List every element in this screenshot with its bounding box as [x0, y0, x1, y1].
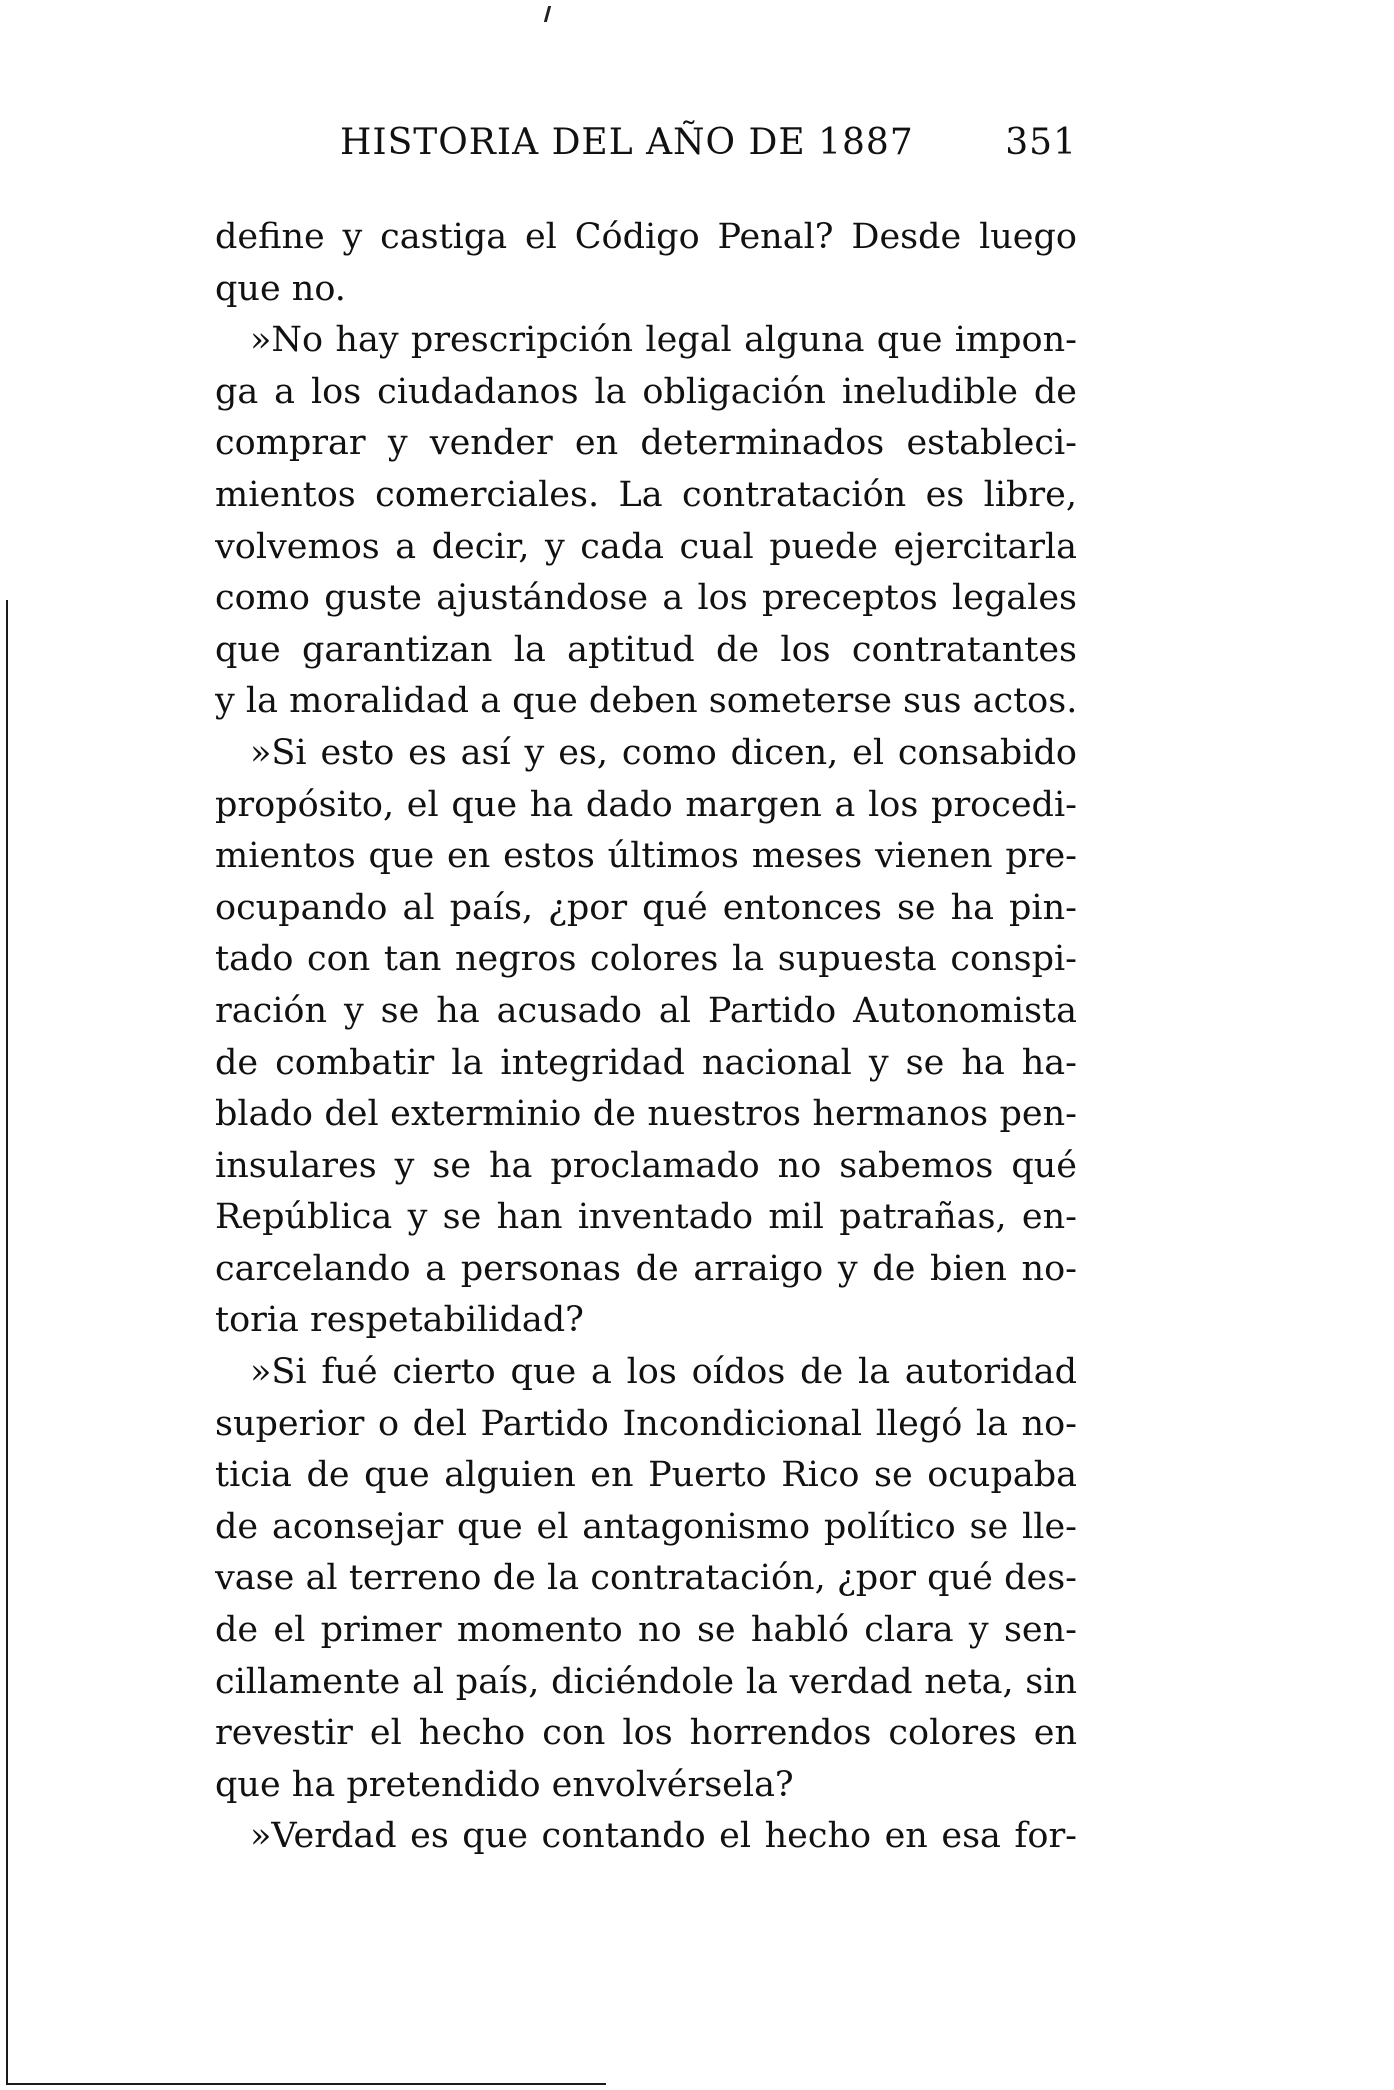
text-line: revestir el hecho con los horrendos colores en — [215, 1713, 1077, 1754]
text-line: ticia de que alguien en Puerto Rico se ocupaba — [215, 1455, 1077, 1496]
text-line: define y castiga el Código Penal? Desde luego — [215, 217, 1077, 257]
text-line: que garantizan la aptitud de los contratantes — [215, 629, 1077, 670]
text-line: de el primer momento no se habló clara y sen- — [215, 1610, 1077, 1651]
text-line: cillamente al país, diciéndole la verdad neta, sin — [215, 1661, 1077, 1702]
text-line: que ha pretendido envolvérsela? — [215, 1764, 794, 1805]
text-line: República y se han inventado mil patrañas, en- — [215, 1197, 1077, 1238]
text-line: de combatir la integridad nacional y se ha ha- — [215, 1042, 1077, 1083]
text-line: propósito, el que ha dado margen a los procedi- — [215, 784, 1077, 825]
scan-edge-bottom — [6, 2083, 606, 2085]
text-line: tado con tan negros colores la supuesta conspi- — [215, 939, 1077, 980]
text-line: de aconsejar que el antagonismo político se lle- — [215, 1506, 1077, 1547]
text-line: »Verdad es que contando el hecho en esa for- — [250, 1816, 1077, 1857]
text-line: carcelando a personas de arraigo y de bien no- — [215, 1248, 1077, 1289]
text-line: como guste ajustándose a los preceptos legales — [215, 578, 1077, 619]
text-line: y la moralidad a que deben someterse sus actos. — [215, 681, 1077, 722]
text-line: volvemos a decir, y cada cual puede ejercitarla — [215, 526, 1077, 567]
text-line: que no. — [215, 268, 346, 309]
running-head-title: HISTORIA DEL AÑO DE 1887 — [340, 122, 914, 163]
text-line: ga a los ciudadanos la obligación ineludible de — [215, 371, 1077, 412]
text-line: toria respetabilidad? — [215, 1300, 584, 1341]
text-line: ocupando al país, ¿por qué entonces se ha pin- — [215, 887, 1077, 928]
text-line: comprar y vender en determinados estableci- — [215, 423, 1077, 464]
scan-edge-left — [6, 600, 8, 2084]
text-line: »Si fué cierto que a los oídos de la autoridad — [250, 1352, 1077, 1393]
text-line: vase al terreno de la contratación, ¿por qué des- — [215, 1558, 1077, 1599]
ink-mark — [544, 6, 551, 22]
text-line: »No hay prescripción legal alguna que impon- — [250, 320, 1077, 361]
text-line: superior o del Partido Incondicional llegó la no- — [215, 1403, 1077, 1444]
text-line: insulares y se ha proclamado no sabemos qué — [215, 1145, 1077, 1186]
running-head — [215, 122, 1077, 178]
text-line: blado del exterminio de nuestros hermanos pen- — [215, 1094, 1077, 1135]
body-text — [215, 212, 1077, 1863]
page-number: 351 — [1005, 122, 1077, 163]
text-line: mientos que en estos últimos meses vienen pre- — [215, 836, 1077, 877]
text-line: »Si esto es así y es, como dicen, el consabido — [250, 732, 1077, 773]
text-line: ración y se ha acusado al Partido Autonomista — [215, 990, 1077, 1031]
text-line: mientos comerciales. La contratación es libre, — [215, 474, 1077, 515]
